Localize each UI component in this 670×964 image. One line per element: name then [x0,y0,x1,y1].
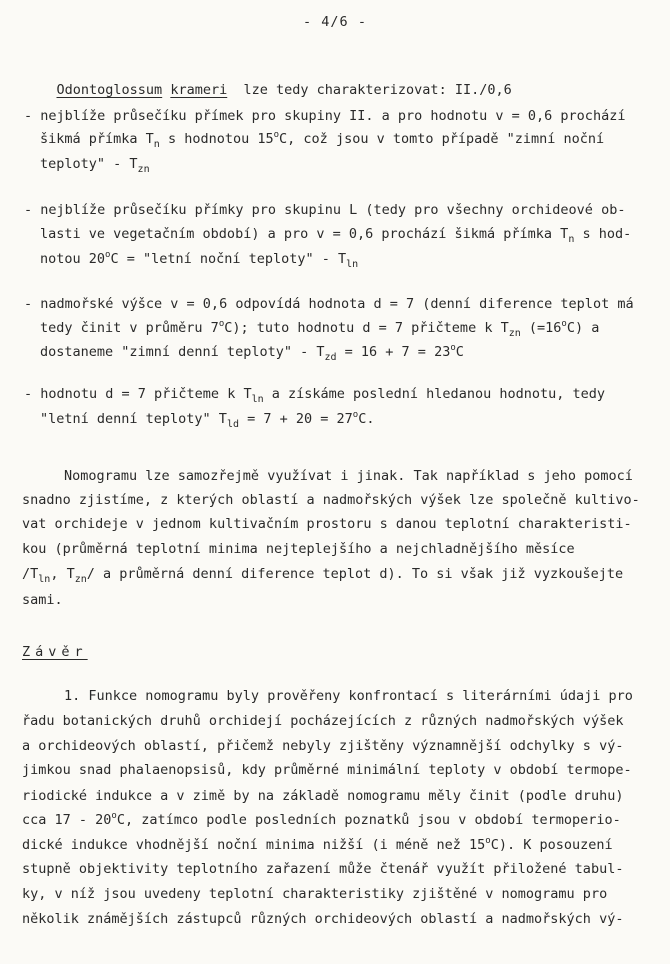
degree-superscript: o [561,319,567,329]
degree-superscript: o [352,410,359,420]
bullet-line: teploty" - $T_{zn}$ [40,156,150,175]
bullet-line: lasti ve vegetačním období) a pro v = 0,6 prochází šikmá přímka $T_n$ s hod- [40,226,632,245]
paragraph-line: řadu botanických druhů orchidejí pocházejících z různých nadmořských výšek [22,713,624,729]
bullet-line: - nejblíže průsečíku přímek pro skupiny II. a pro hodnotu v = 0,6 prochází [24,108,626,124]
paragraph-line: dické indukce vhodnější noční minima nižší (i méně než 15$^o$C). K posouzení [22,836,613,853]
bullet-line: - nejblíže průsečíku přímky pro skupinu L (tedy pro všechny orchideové ob- [24,202,626,218]
bullet-line: "letní denní teploty" $T_{ld} = 7 + 20 = 27^oC$. [40,410,375,430]
degree-superscript: o [105,250,111,260]
bullet-line: - nadmořské výšce v = 0,6 odpovídá hodnota d = 7 (denní diference teplot má [24,296,634,312]
paragraph-line: kou (průměrná teplotní minima nejteplejšího a nejchladnějšího měsíce [22,541,575,557]
paragraph-line: snadno zjistíme, z kterých oblastí a nadmořských výšek lze společně kultivo- [22,492,640,508]
intro-line [24,66,512,114]
bullet-line: tedy činit v průměru 7$^o$C); tuto hodnotu d = 7 přičteme k $T_{zn}$ $(=16^oC)$ a [40,319,600,339]
section-heading-zaver: Závěr [22,644,88,660]
paragraph-line: několik známějších zástupců různých orchideových oblastí a nadmořských vý- [22,911,624,927]
degree-superscript: o [111,811,117,821]
paragraph-line: cca 17 - 20$^o$C, zatímco podle posledních poznatků jsou v období termoperio- [22,811,621,828]
subscript: ln [346,259,359,270]
paragraph-line: sami. [22,592,63,608]
subscript: ld [226,419,239,430]
subscript: n [568,234,575,245]
intro-text: lze tedy charakterizovat: II./0,6 [243,82,512,98]
subscript: zn [137,164,150,175]
paragraph-line: ky, v níž jsou uvedeny teplotní charakteristiky zjištěné v nomogramu pro [22,886,608,902]
degree-superscript: o [273,130,280,140]
subscript: n [153,139,160,150]
paragraph-line: $/T_{ln}$, $T_{zn}/$ a průměrná denní diference teplot d). To si však již vyzkoušejte [22,566,624,585]
subscript: zd [324,352,337,363]
page-number: - 4/6 - [303,14,367,30]
paragraph-line: stupně objektivity teplotního zařazení může čtenář využít přiložené tabul- [22,861,624,877]
subscript: ln [251,394,264,405]
paragraph-line: vat orchideje v jednom kultivačním prostoru s danou teplotní charakteristi- [22,516,632,532]
degree-superscript: o [218,319,225,329]
subscript: ln [38,574,51,585]
bullet-line: dostaneme "zimní denní teploty" - $T_{zd} = 16 + 7 = 23^oC$ [40,343,464,363]
degree-superscript: o [450,343,456,353]
species-name: Odontoglossum [56,82,163,98]
species-epithet: krameri [170,82,228,98]
paragraph-line: a orchideových oblastí, přičemž nebyly zjištěny významnější odchylky s vý- [22,738,624,754]
subscript: zn [508,328,521,339]
degree-superscript: o [485,836,491,846]
subscript: zn [74,574,87,585]
paragraph-line: Nomogramu lze samozřejmě využívat i jinak. Tak například s jeho pomocí [64,468,633,484]
paragraph-line: 1. Funkce nomogramu byly prověřeny konfrontací s literárními údaji pro [64,688,633,704]
paragraph-line: jimkou snad phalaenopsisů, kdy průměrné minimální teploty v období termope- [22,762,632,778]
paragraph-line: riodické indukce a v zimě by na základě nomogramu měly činit (podle druhu) [22,788,624,804]
bullet-line: - hodnotu d = 7 přičteme k $T_{ln}$ a získáme poslední hledanou hodnotu, tedy [24,386,605,405]
bullet-line: šikmá přímka $T_n$ s hodnotou 15$^o$C, což jsou v tomto případě "zimní noční [40,130,605,150]
bullet-line: notou $20^oC$ = "letní noční teploty" - $T_{ln}$ [40,250,359,270]
